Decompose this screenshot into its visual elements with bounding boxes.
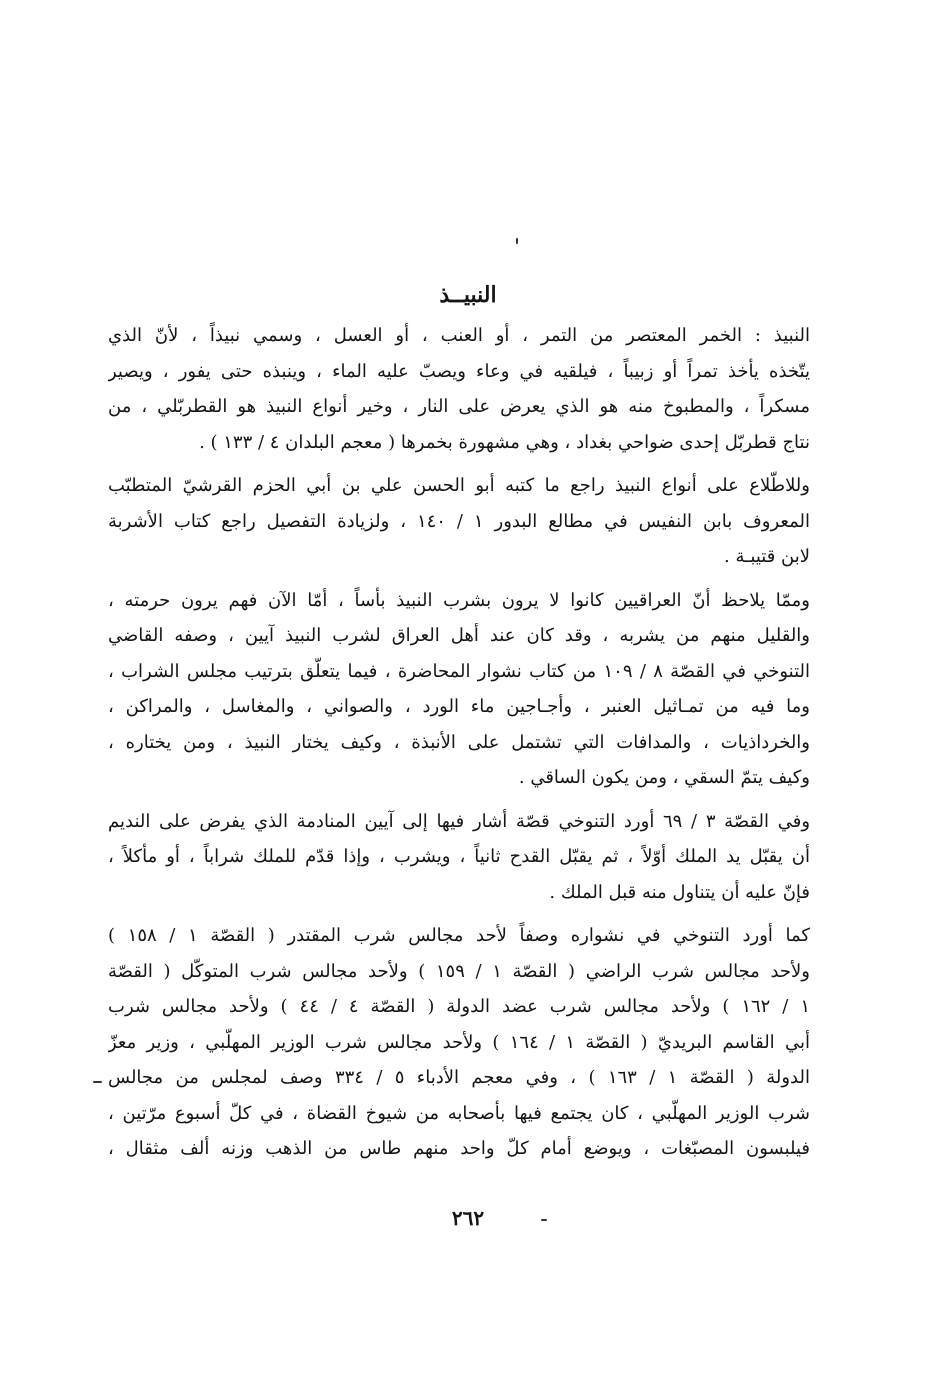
text-line: التنوخي في القصّة ٨ / ١٠٩ من كتاب نشوار المحاضرة ، فيما يتعلّق بترتيب مجلس الشراب ، <box>108 660 810 682</box>
text-line: فيلبسون المصبّغات ، ويوضع أمام كلّ واحد منهم طاس من الذهب وزنه ألف مثقال ، <box>108 1138 810 1159</box>
text-line: النبيذ : الخمر المعتصر من التمر ، أو العنب ، أو العسل ، وسمي نبيذاً ، لأنّ الذي <box>108 325 810 346</box>
body-text <box>108 318 810 1167</box>
scan-speck <box>541 1219 547 1221</box>
text-line: والقليل منهم من يشربه ، وقد كان عند أهل العراق لشرب النبيذ آيين ، وصفه القاضي <box>108 625 810 646</box>
page-number: ٢٦٢ <box>451 1206 485 1230</box>
paragraph-companionship <box>108 804 810 911</box>
text-line: وللاطّلاع على أنواع النبيذ راجع ما كتبه أبو الحسن علي بن أبي الحزم القرشيّ المتطبّب <box>108 475 810 496</box>
text-line: فإنّ عليه أن يتناول منه قبل الملك . <box>549 881 810 903</box>
text-line: يتّخذه يأخذ تمراً أو زبيباً ، فيلقيه في وعاء ويصبّ عليه الماء ، وينبذه حتى يفور ، ويصير <box>108 360 810 382</box>
text-line: مسكراً ، والمطبوخ منه هو الذي يعرض على النار ، وخير أنواع النبيذ هو القطربّلي ، من <box>108 396 810 417</box>
text-line: الدولة ( القصّة ١ / ١٦٣ ) ، وفي معجم الأدباء ٥ / ٣٣٤ وصف لمجلس من مجالس <box>108 1067 810 1088</box>
text-line: ولأحد مجالس شرب الراضي ( القصّة ١ / ١٥٩ ) ولأحد مجالس شرب المتوكّل ( القصّة <box>108 960 810 982</box>
text-line: أبي القاسم البريديّ ( القصّة ١ / ١٦٤ ) ولأحد مجالس شرب الوزير المهلّبي ، وزير معزّ <box>108 1031 810 1053</box>
text-line: شرب الوزير المهلّبي ، كان يجتمع فيها بأصحابه من شيوخ القضاة ، في كلّ أسبوع مرّتين ، <box>108 1102 810 1124</box>
paragraph-definition <box>108 318 810 460</box>
page-title: النبيــذ <box>439 282 497 308</box>
scan-speck <box>516 238 518 244</box>
text-line: كما أورد التنوخي في نشواره وصفاً لأحد مجالس شرب المقتدر ( القصّة ١ / ١٥٨ ) <box>108 925 810 946</box>
text-line: ١ / ١٦٢ ) ولأحد مجالس شرب عضد الدولة ( القصّة ٤ / ٤٤ ) ولأحد مجالس شرب <box>108 996 810 1017</box>
text-line: وما فيه من تمـاثيل العنبر ، وأجـاجين ماء الورد ، والصواني ، والمغاسل ، والمراكن ، <box>108 696 810 717</box>
scan-speck <box>93 1081 102 1083</box>
text-line: أن يقبّل يد الملك أوّلاً ، ثم يقبّل القدح ثانياً ، ويشرب ، وإذا قدّم للملك شراباً ، أو مأكلاً ، <box>108 846 810 867</box>
text-line: وكيف يتمّ السقي ، ومن يكون الساقي . <box>518 767 810 788</box>
text-line: وممّا يلاحظ أنّ العراقيين كانوا لا يرون بشرب النبيذ بأساً ، أمّا الآن فهم يرون حرمته ، <box>108 589 810 611</box>
text-line: وفي القصّة ٣ / ٦٩ أورد التنوخي قصّة أشار فيها إلى آيين المنادمة الذي يفرض على النديم <box>108 810 810 832</box>
text-line: لابن قتيبـة . <box>724 546 810 567</box>
paragraph-references <box>108 468 810 575</box>
text-line: والخرداذيات ، والمدافات التي تشتمل على الأنبذة ، وكيف يختار النبيذ ، ومن يختاره ، <box>108 731 810 753</box>
paragraph-iraqi-custom <box>108 583 810 796</box>
text-line: المعروف بابن النفيس في مطالع البدور ١ / ١٤٠ ، ولزيادة التفصيل راجع كتاب الأشربة <box>108 510 810 532</box>
paragraph-drinking-sessions <box>108 918 810 1167</box>
text-line: نتاج قطربّل إحدى ضواحي بغداد ، وهي مشهورة بخمرها ( معجم البلدان ٤ / ١٣٣ ) . <box>199 431 810 453</box>
